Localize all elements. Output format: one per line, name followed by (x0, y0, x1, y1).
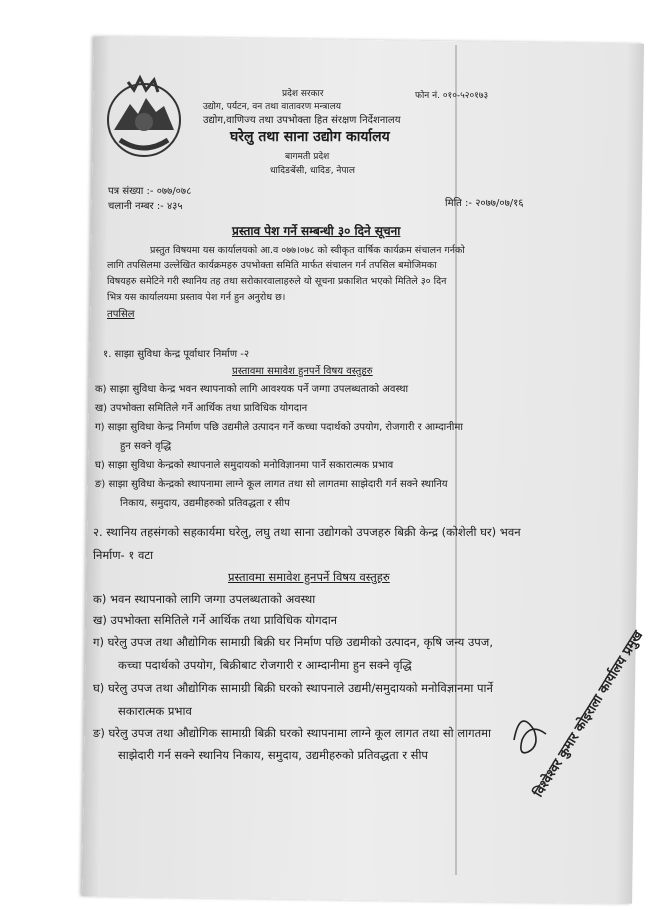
notice-paragraph-line: प्रस्तुत विषयमा यस कार्यालयको आ.व ०७७।०७८ को स्वीकृत वार्षिक कार्यक्रम संचालन गर्नको (150, 245, 465, 256)
dispatch-number: चलानी नम्बर :- ४३५ (108, 201, 183, 212)
list-item: ख) उपभोक्ता समितिले गर्ने आर्थिक तथा प्राविधिक योगदान (93, 613, 338, 627)
list-item: ख) उपभोक्ता समितिले गर्ने आर्थिक तथा प्राविधिक योगदान (95, 403, 308, 414)
section2-heading: २. स्थानिय तहसंगको सहकार्यमा घरेलु, लघु तथा साना उद्योगको उपजहरु बिक्री केन्द्र (कोशेली घर) भवन (93, 525, 521, 539)
notice-paragraph-line: भित्र यस कार्यालयमा प्रस्ताव पेश गर्न हुन अनुरोध छ। (107, 292, 286, 303)
list-item: हुन सक्ने वृद्धि (120, 441, 172, 452)
tapasil-label: तपसिल (107, 309, 135, 320)
notice-title: प्रस्ताव पेश गर्ने सम्बन्धी ३० दिने सूचना (232, 224, 401, 238)
list-item: साझेदारी गर्न सक्ने स्थानिय निकाय, समुदाय, उद्यमीहरुको प्रतिवद्धता र सीप (118, 748, 428, 762)
gov-label: प्रदेश सरकार (282, 89, 324, 99)
ministry-name: उद्योग, पर्यटन, वन तथा वातावरण मन्त्रालय (203, 102, 342, 112)
section1-heading: १. साझा सुविधा केन्द्र पूर्वाधार निर्माण -२ (103, 349, 250, 360)
list-item: ग) घरेलु उपज तथा औद्योगिक सामाग्री बिक्री घर निर्माण पछि उद्यमीको उत्पादन, कृषि जन्य उपज, (93, 635, 493, 649)
letter-date: मिति :- २०७७/०७/१६ (445, 198, 524, 209)
section2-subheading: प्रस्तावमा समावेश हुनपर्ने विषय वस्तुहरु (228, 570, 390, 584)
paper-crease (455, 45, 457, 875)
section2-heading-line2: निर्माण- १ वटा (93, 548, 154, 562)
office-name: घरेलु तथा साना उद्योग कार्यालय (230, 129, 390, 145)
list-item: ग) साझा सुविधा केन्द्र निर्माण पछि उद्यमीले उत्पादन गर्ने कच्चा पदार्थको उपयोग, रोजगारी र आम्दानीमा (95, 422, 463, 433)
office-location: धादिङबेंसी, धादिङ, नेपाल (270, 166, 355, 176)
phone-number: फोन नं. ०१०-५२०१७३ (415, 91, 489, 101)
list-item: निकाय, समुदाय, उद्यमीहरुको प्रतिवद्धता र सीप (120, 498, 290, 509)
list-item: क) भवन स्थापनाको लागि जग्गा उपलब्धताको अवस्था (93, 592, 316, 606)
section1-subheading: प्रस्तावमा समावेश हुनपर्ने विषय वस्तुहरु (232, 366, 373, 377)
list-item: सकारात्मक प्रभाव (118, 704, 192, 718)
stamp-text: विश्वेश्वर कुमार कोइराला कार्यालय प्रमुख (531, 628, 647, 800)
nepal-emblem-icon (98, 70, 190, 162)
list-item: क) साझा सुविधा केन्द्र भवन स्थापनाको लागि आवश्यक पर्ने जग्गा उपलब्धताको अवस्था (95, 384, 409, 395)
list-item: कच्चा पदार्थको उपयोग, बिक्रीबाट रोजगारी र आम्दानीमा हुन सक्ने वृद्धि (118, 658, 412, 672)
signature-stamp (500, 628, 647, 810)
notice-paragraph-line: लागि तपसिलमा उल्लेखित कार्यक्रमहरु उपभोक्ता समिति मार्फत संचालन गर्न तपसिल बमोजिमका (107, 260, 437, 271)
list-item: घ) घरेलु उपज तथा औद्योगिक सामाग्री बिक्री घरको स्थापनाले उद्यमी/समुदायको मनोविज्ञानमा पार्ने (93, 681, 493, 695)
province-name: बागमती प्रदेश (285, 152, 330, 162)
notice-paragraph-line: विषयहरु समेटिने गरी स्थानिय तह तथा सरोकारवालाहरुले यो सूचना प्रकाशित भएको मितिले ३० दिन (107, 276, 447, 287)
letter-number: पत्र संख्या :- ०७७/०७८ (108, 186, 192, 197)
list-item: ङ) घरेलु उपज तथा औद्योगिक सामाग्री बिक्री घरको स्थापनामा लाग्ने कूल लागत तथा सो लागतमा (93, 726, 491, 740)
directorate-name: उद्योग,वाणिज्य तथा उपभोक्ता हित संरक्षण निर्देशनालय (203, 115, 401, 126)
list-item: ङ) साझा सुविधा केन्द्रको स्थापनामा लाग्ने कूल लागत तथा सो लागतमा साझेदारी गर्न सक्ने स्थानिय (95, 479, 448, 490)
list-item: घ) साझा सुविधा केन्द्रको स्थापनाले समुदायको मनोविज्ञानमा पार्ने सकारात्मक प्रभाव (95, 460, 394, 471)
